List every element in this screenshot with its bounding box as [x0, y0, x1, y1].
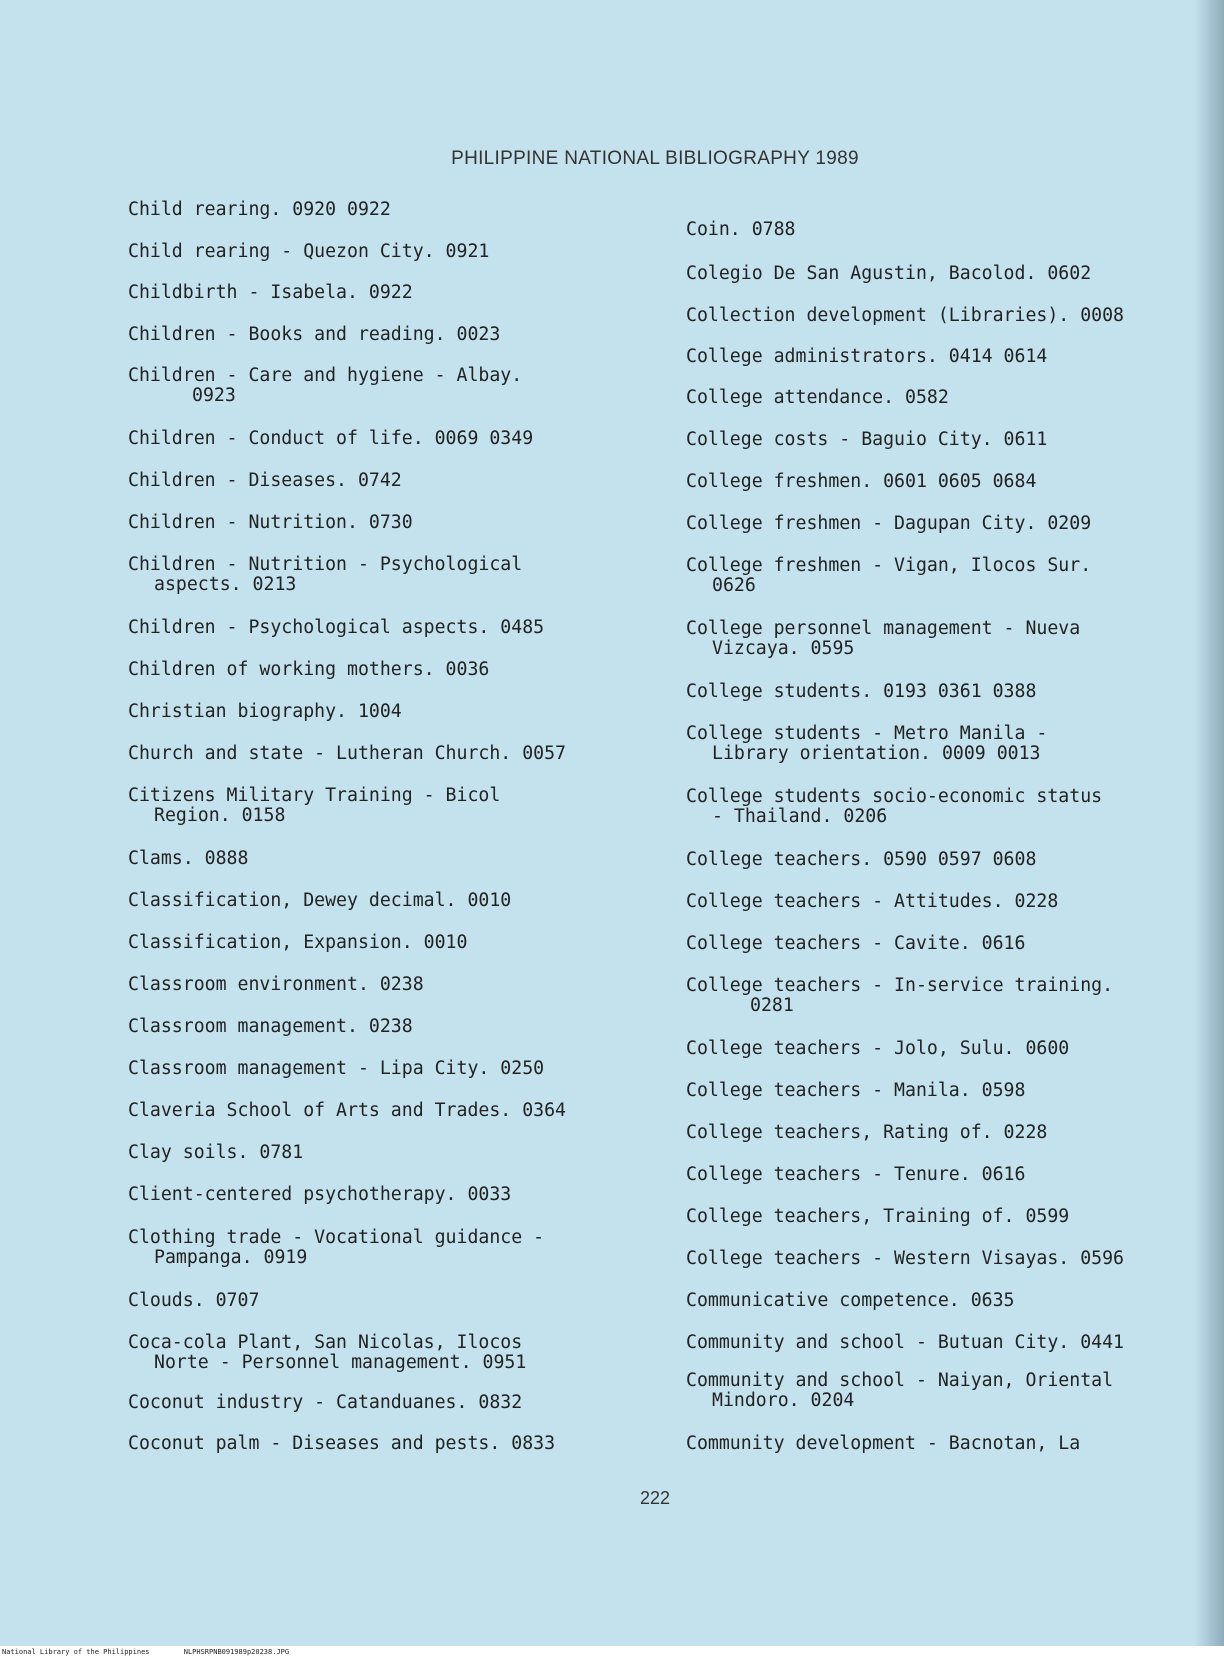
scan-footer — [0, 1646, 1224, 1658]
index-entry: College teachers - Attitudes. 0228 — [686, 891, 1059, 912]
index-entry: College attendance. 0582 — [686, 387, 949, 408]
index-entry: Church and state - Lutheran Church. 0057 — [128, 743, 566, 764]
index-entry: College teachers, Training of. 0599 — [686, 1206, 1070, 1227]
index-entry: Children - Books and reading. 0023 — [128, 324, 501, 345]
index-entry: Collection development (Libraries). 0008 — [686, 305, 1124, 326]
index-entry: Colegio De San Agustin, Bacolod. 0602 — [686, 263, 1092, 284]
footer-file: NLPHSRPNB091989p20238.JPG — [183, 1648, 290, 1656]
index-entry: Community and school - Naiyan, Oriental Mindoro. 0204 — [686, 1370, 1114, 1411]
index-entry: Community and school - Butuan City. 0441 — [686, 1332, 1124, 1353]
index-entry: Client-centered psychotherapy. 0033 — [128, 1184, 512, 1205]
index-entry: Child rearing. 0920 0922 — [128, 199, 391, 220]
index-entry: College students - Metro Manila - Library orientation. 0009 0013 — [686, 723, 1048, 764]
index-entry: College freshmen. 0601 0605 0684 — [686, 471, 1037, 492]
index-entry: Children - Psychological aspects. 0485 — [128, 617, 545, 638]
index-entry: Children - Conduct of life. 0069 0349 — [128, 428, 534, 449]
index-entry: Classroom management - Lipa City. 0250 — [128, 1058, 545, 1079]
index-entry: Coconut industry - Catanduanes. 0832 — [128, 1392, 523, 1413]
index-entry: College teachers, Rating of. 0228 — [686, 1122, 1048, 1143]
index-entry: Classification, Dewey decimal. 0010 — [128, 890, 512, 911]
index-entry: College freshmen - Dagupan City. 0209 — [686, 513, 1092, 534]
index-entry: Communicative competence. 0635 — [686, 1290, 1015, 1311]
index-entry: College teachers - Manila. 0598 — [686, 1080, 1026, 1101]
index-entry: College administrators. 0414 0614 — [686, 346, 1048, 367]
footer-library: National Library of the Philippines — [2, 1648, 150, 1656]
index-entry: Children - Nutrition. 0730 — [128, 512, 413, 533]
index-entry: College teachers - Western Visayas. 0596 — [686, 1248, 1124, 1269]
index-entry: College teachers - Cavite. 0616 — [686, 933, 1026, 954]
index-entry: Community development - Bacnotan, La — [686, 1433, 1081, 1454]
index-entry: Clams. 0888 — [128, 848, 249, 869]
index-entry: Classroom environment. 0238 — [128, 974, 424, 995]
index-entry: College costs - Baguio City. 0611 — [686, 429, 1048, 450]
index-entry: College teachers - In-service training. 0281 — [686, 975, 1114, 1016]
index-entry: Clouds. 0707 — [128, 1290, 260, 1311]
page-header: PHILIPPINE NATIONAL BIBLIOGRAPHY 1989 — [451, 148, 859, 169]
page-edge-shadow — [1194, 0, 1224, 1658]
index-entry: Claveria School of Arts and Trades. 0364 — [128, 1100, 566, 1121]
index-entry: Children - Care and hygiene - Albay. 0923 — [128, 365, 523, 406]
index-entry: Coca-cola Plant, San Nicolas, Ilocos Norte - Personnel management. 0951 — [128, 1332, 527, 1373]
index-entry: Coin. 0788 — [686, 219, 796, 240]
index-entry: Coconut palm - Diseases and pests. 0833 — [128, 1433, 556, 1454]
index-entry: Children - Nutrition - Psychological aspects. 0213 — [128, 554, 523, 595]
index-entry: College freshmen - Vigan, Ilocos Sur. 0626 — [686, 555, 1092, 596]
index-entry: Child rearing - Quezon City. 0921 — [128, 241, 490, 262]
index-entry: Christian biography. 1004 — [128, 701, 402, 722]
index-entry: College personnel management - Nueva Vizcaya. 0595 — [686, 618, 1081, 659]
index-entry: Classroom management. 0238 — [128, 1016, 413, 1037]
index-entry: College teachers - Tenure. 0616 — [686, 1164, 1026, 1185]
page-number: 222 — [639, 1488, 671, 1508]
index-entry: Children of working mothers. 0036 — [128, 659, 490, 680]
index-entry: Childbirth - Isabela. 0922 — [128, 282, 413, 303]
index-entry: College teachers. 0590 0597 0608 — [686, 849, 1037, 870]
index-entry: Clay soils. 0781 — [128, 1142, 304, 1163]
index-entry: College teachers - Jolo, Sulu. 0600 — [686, 1038, 1070, 1059]
index-entry: Children - Diseases. 0742 — [128, 470, 402, 491]
index-entry: Clothing trade - Vocational guidance - Pampanga. 0919 — [128, 1227, 545, 1268]
index-entry: College students. 0193 0361 0388 — [686, 681, 1037, 702]
index-entry: Citizens Military Training - Bicol Region. 0158 — [128, 785, 501, 826]
index-entry: College students socio-economic status - Thailand. 0206 — [686, 786, 1103, 827]
index-entry: Classification, Expansion. 0010 — [128, 932, 468, 953]
